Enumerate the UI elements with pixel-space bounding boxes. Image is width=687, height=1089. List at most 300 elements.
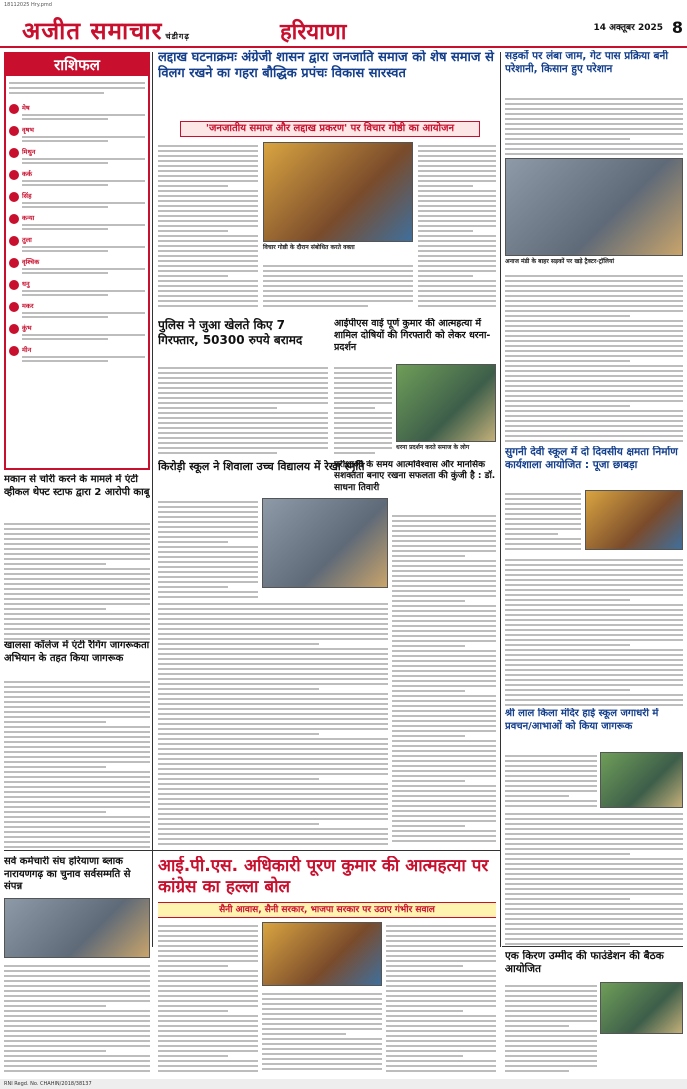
body-text-line [158, 688, 319, 690]
body-text-line [505, 838, 683, 840]
body-text-line [505, 659, 683, 661]
sign-name: मीन [22, 346, 32, 354]
body-text-line [505, 995, 597, 997]
body-text-line [392, 670, 496, 672]
body-text-line [392, 715, 496, 717]
body-text-line [158, 663, 388, 665]
body-text-line [505, 548, 581, 550]
body-text-line [4, 990, 150, 992]
body-text-line [505, 579, 683, 581]
body-text-line [158, 155, 258, 157]
sign-name: मिथुन [22, 148, 36, 156]
body-text-line [392, 800, 496, 802]
body-text-line [334, 372, 392, 374]
body-text-line [4, 980, 150, 982]
body-text-line [4, 1055, 150, 1057]
body-text-line [158, 526, 258, 528]
body-text-line [158, 623, 388, 625]
body-text-line [505, 689, 630, 691]
body-text-line [505, 903, 683, 905]
seminar-photo [263, 142, 413, 242]
body-text-line [4, 523, 150, 525]
body-text-line [418, 230, 473, 232]
body-text-line [4, 1000, 150, 1002]
body-text-line [4, 726, 150, 728]
protest-photo [396, 364, 496, 442]
body-text-line [386, 1050, 496, 1052]
body-text-line [158, 693, 388, 695]
body-text-line [392, 640, 496, 642]
body-text-line [158, 743, 388, 745]
body-text-line [4, 736, 150, 738]
body-text-line [392, 835, 496, 837]
body-text-line [505, 684, 683, 686]
body-text-line [158, 813, 388, 815]
body-text-line [4, 686, 150, 688]
body-text-line [158, 215, 258, 217]
body-text-line [4, 826, 150, 828]
body-text-line [4, 791, 150, 793]
body-text-line [418, 250, 496, 252]
body-text-line [392, 655, 496, 657]
body-text-line [392, 825, 465, 827]
body-text-line [392, 735, 465, 737]
congress-story [158, 856, 496, 900]
body-text-line [392, 565, 496, 567]
body-text-line [386, 925, 496, 927]
body-text-line [418, 145, 496, 147]
body-text-line [4, 538, 150, 540]
body-text-line [505, 1005, 597, 1007]
body-text-line [4, 701, 150, 703]
body-text-line [4, 801, 150, 803]
body-text-line [505, 785, 597, 787]
body-text-line [4, 598, 150, 600]
body-text-line [4, 583, 150, 585]
body-text-line [392, 620, 496, 622]
body-text-line [505, 138, 630, 140]
body-text-line [158, 586, 228, 588]
body-text-line [158, 618, 388, 620]
body-text-line [158, 1025, 258, 1027]
body-text-line [158, 1055, 228, 1057]
body-text-line [158, 367, 328, 369]
body-text-line [262, 993, 382, 995]
body-text-line [158, 270, 258, 272]
body-text-line [4, 716, 150, 718]
body-text-line [158, 145, 258, 147]
sign-name: कुंभ [22, 324, 32, 332]
body-text-line [505, 694, 683, 696]
body-text-line [505, 335, 683, 337]
body-text-line [158, 447, 328, 449]
body-text-line [392, 625, 496, 627]
body-text-line [392, 600, 465, 602]
body-text-line [505, 800, 597, 802]
footer-strip: RNI Regd. No. CHAHIN/2018/38137 [0, 1079, 687, 1089]
body-text-line [505, 440, 683, 442]
body-text-line [505, 148, 683, 150]
body-text-line [4, 1045, 150, 1047]
body-text-line [505, 538, 581, 540]
zodiac-icon [9, 302, 19, 312]
body-text-line [158, 160, 258, 162]
body-text-line [386, 965, 463, 967]
body-text-line [386, 960, 496, 962]
body-text-line [386, 955, 496, 957]
body-text-line [392, 525, 496, 527]
body-text-line [505, 853, 630, 855]
body-text-line [418, 160, 496, 162]
body-text-line [158, 628, 388, 630]
school-headline: सुगनी देवी स्कूल में दो दिवसीय क्षमता निर्माण कार्यशाला आयोजित : पूजा छाबड़ा [505, 446, 678, 472]
body-text-line [4, 633, 150, 635]
body-text-line [4, 681, 150, 683]
body-text-line [158, 245, 258, 247]
body-text-line [505, 513, 581, 515]
body-text-line [158, 1035, 258, 1037]
body-text-line [4, 558, 150, 560]
body-text-line [392, 555, 465, 557]
body-text-line [505, 390, 683, 392]
body-text-line [392, 675, 496, 677]
body-text-line [158, 576, 258, 578]
body-text-line [158, 285, 258, 287]
body-text-line [158, 195, 258, 197]
body-text-line [505, 300, 683, 302]
body-text-line [262, 1003, 382, 1005]
sign-name: कन्या [22, 214, 35, 222]
body-text-line [392, 645, 465, 647]
body-text-line [386, 1060, 496, 1062]
body-text-line [505, 360, 630, 362]
body-text-line [505, 315, 630, 317]
body-text-line [262, 1043, 382, 1045]
body-text-line [158, 397, 328, 399]
body-text-line [158, 798, 388, 800]
body-text-line [505, 933, 683, 935]
body-text-line [158, 180, 258, 182]
rashifal-sign [9, 103, 145, 122]
body-text-line [392, 710, 496, 712]
body-text-line [392, 550, 496, 552]
body-text-line [334, 437, 392, 439]
body-text-line [418, 210, 496, 212]
body-text-line [505, 669, 683, 671]
body-text-line [418, 215, 496, 217]
body-text-line [505, 123, 683, 125]
body-text-line [392, 605, 496, 607]
body-text-line [392, 700, 496, 702]
body-text-line [158, 940, 258, 942]
body-text-line [386, 1045, 496, 1047]
body-text-line [505, 918, 683, 920]
body-text-line [392, 545, 496, 547]
body-text-line [392, 795, 496, 797]
body-text-line [505, 795, 569, 797]
rashifal-sign [9, 345, 145, 364]
body-text-line [4, 1020, 150, 1022]
body-text-line [505, 604, 683, 606]
congress-kicker: सैनी आवास, सैनी सरकार, भाजपा सरकार पर उठाए गंभीर सवाल [158, 902, 496, 918]
body-text-line [505, 649, 683, 651]
body-text-line [392, 785, 496, 787]
body-text-line [505, 913, 683, 915]
body-text-line [505, 704, 683, 706]
body-text-line [418, 195, 496, 197]
body-text-line [392, 590, 496, 592]
body-text-line [505, 355, 683, 357]
body-text-line [158, 452, 277, 454]
body-text-line [334, 397, 392, 399]
body-text-line [505, 1065, 597, 1067]
body-text-line [392, 680, 496, 682]
body-text-line [505, 858, 683, 860]
body-text-line [418, 290, 496, 292]
body-text-line [418, 245, 496, 247]
body-text-line [158, 788, 388, 790]
zodiac-icon [9, 324, 19, 334]
body-text-line [158, 596, 258, 598]
body-text-line [505, 863, 683, 865]
body-text-line [505, 848, 683, 850]
body-text-line [158, 280, 258, 282]
body-text-line [505, 365, 683, 367]
body-text-line [505, 108, 683, 110]
body-text-line [386, 1025, 496, 1027]
body-text-line [158, 235, 258, 237]
ips-headline: आईपीएस वाई पूर्ण कुमार की आत्महत्या में शामिल दोषियों की गिरफ्तारी को लेकर धरना-प्रदर्शन [334, 318, 491, 353]
body-text-line [158, 613, 388, 615]
body-text-line [505, 564, 683, 566]
body-text-line [505, 813, 683, 815]
body-text-line [505, 98, 683, 100]
body-text-line [263, 265, 413, 267]
body-text-line [158, 300, 258, 302]
body-text-line [505, 805, 597, 807]
body-text-line [392, 540, 496, 542]
body-text-line [4, 781, 150, 783]
college-headline: खालसा कॉलेज में एंटी रैगिंग जागरूकता अभियान के तहत किया जागरूक [4, 640, 150, 664]
body-text-line [392, 615, 496, 617]
body-text-line [386, 970, 496, 972]
body-text-line [392, 775, 496, 777]
sign-name: धनु [22, 280, 30, 288]
body-text-line [505, 113, 683, 115]
body-text-line [386, 985, 496, 987]
body-text-line [334, 422, 392, 424]
body-text-line [158, 638, 388, 640]
zodiac-icon [9, 280, 19, 290]
body-text-line [505, 868, 683, 870]
body-text-line [4, 846, 150, 848]
body-text-line [158, 591, 258, 593]
body-text-line [392, 830, 496, 832]
body-text-line [262, 1058, 382, 1060]
body-text-line [505, 290, 683, 292]
body-text-line [158, 748, 388, 750]
body-text-line [505, 350, 683, 352]
body-text-line [392, 720, 496, 722]
body-text-line [4, 691, 150, 693]
body-text-line [158, 833, 388, 835]
body-text-line [158, 382, 328, 384]
body-text-line [158, 793, 388, 795]
body-text-line [262, 1053, 382, 1055]
body-text-line [4, 756, 150, 758]
body-text-line [418, 285, 496, 287]
page-number: 8 [671, 18, 683, 37]
body-text-line [334, 402, 392, 404]
body-text-line [4, 761, 150, 763]
body-text-line [4, 603, 150, 605]
body-text-line [158, 417, 328, 419]
body-text-line [262, 1038, 382, 1040]
body-text-line [158, 990, 258, 992]
exam-story [334, 460, 496, 510]
body-text-line [392, 610, 496, 612]
body-text-line [334, 412, 392, 414]
temple-story [505, 708, 683, 750]
body-text-line [386, 1005, 496, 1007]
zodiac-icon [9, 126, 19, 136]
body-text-line [158, 150, 258, 152]
body-text-line [505, 790, 597, 792]
section-title: हरियाणा [280, 20, 347, 45]
body-text-line [4, 628, 150, 630]
body-text-line [263, 285, 413, 287]
body-text-line [158, 220, 258, 222]
body-text-line [158, 556, 258, 558]
body-text-line [158, 955, 258, 957]
body-text-line [392, 595, 496, 597]
body-text-line [418, 150, 496, 152]
body-text-line [4, 578, 150, 580]
body-text-line [4, 766, 106, 768]
body-text-line [392, 520, 496, 522]
body-text-line [4, 1030, 150, 1032]
sign-name: वृषभ [22, 126, 34, 134]
body-text-line [505, 275, 683, 277]
rashifal-title: राशिफल [6, 54, 148, 76]
rashifal-sign [9, 301, 145, 320]
body-text-line [386, 945, 496, 947]
body-text-line [158, 945, 258, 947]
temple-headline: श्री लाल किला मंदिर हाई स्कूल जगाधरी में प्रवचन/आभाओं को किया जागरूक [505, 708, 659, 732]
body-text-line [158, 581, 258, 583]
body-text-line [158, 773, 388, 775]
body-text-line [418, 185, 473, 187]
body-text-line [158, 975, 258, 977]
body-text-line [263, 290, 413, 292]
body-text-line [158, 643, 319, 645]
body-text-line [158, 546, 258, 548]
body-text-line [418, 190, 496, 192]
body-text-line [505, 594, 683, 596]
body-text-line [505, 1010, 597, 1012]
body-text-line [158, 778, 319, 780]
lead-kicker: 'जनजातीय समाज और लद्दाख प्रकरण' पर विचार गोष्ठी का आयोजन [180, 121, 480, 137]
body-text-line [262, 998, 382, 1000]
body-text-line [158, 723, 388, 725]
body-text-line [158, 402, 328, 404]
body-text-line [386, 950, 496, 952]
body-text-line [158, 803, 388, 805]
body-text-line [392, 530, 496, 532]
body-text-line [505, 990, 597, 992]
body-text-line [158, 713, 388, 715]
body-text-line [158, 925, 258, 927]
body-text-line [505, 569, 683, 571]
body-text-line [418, 235, 496, 237]
body-text-line [505, 1000, 597, 1002]
body-text-line [4, 1015, 150, 1017]
body-text-line [505, 153, 683, 155]
body-text-line [505, 498, 581, 500]
body-text-line [4, 1025, 150, 1027]
body-text-line [4, 786, 150, 788]
body-text-line [4, 613, 150, 615]
body-text-line [158, 295, 258, 297]
body-text-line [4, 1060, 150, 1062]
body-text-line [392, 840, 496, 842]
body-text-line [392, 805, 496, 807]
body-text-line [158, 728, 388, 730]
zodiac-icon [9, 192, 19, 202]
sign-name: कर्क [22, 170, 32, 178]
union-story [4, 856, 150, 896]
body-text-line [158, 275, 228, 277]
seminar-caption: विचार गोष्ठी के दौरान संबोधित करते वक्ता [263, 244, 355, 251]
body-text-line [386, 1070, 496, 1072]
body-text-line [158, 170, 258, 172]
body-text-line [262, 1018, 382, 1020]
body-text-line [4, 588, 150, 590]
body-text-line [392, 730, 496, 732]
rashifal-sign [9, 257, 145, 276]
body-text-line [392, 635, 496, 637]
body-text-line [262, 1008, 382, 1010]
body-text-line [505, 415, 683, 417]
body-text-line [158, 511, 258, 513]
body-text-line [4, 1010, 150, 1012]
body-text-line [4, 553, 150, 555]
body-text-line [505, 280, 683, 282]
exam-headline: परीक्षाओं के समय आत्मविश्वास और मानसिक सशक्तता बनाए रखना सफलता की कुंजी है : डॉ. साधना तिवारी [334, 460, 496, 493]
body-text-line [4, 548, 150, 550]
body-text-line [505, 833, 683, 835]
body-text-line [386, 990, 496, 992]
body-text-line [392, 535, 496, 537]
body-text-line [263, 305, 368, 307]
body-text-line [392, 650, 496, 652]
body-text-line [505, 823, 683, 825]
body-text-line [158, 250, 258, 252]
body-text-line [505, 873, 683, 875]
body-text-line [505, 518, 581, 520]
body-text-line [4, 1065, 150, 1067]
masthead [0, 12, 687, 48]
body-text-line [392, 790, 496, 792]
body-text-line [505, 609, 683, 611]
body-text-line [158, 210, 258, 212]
body-text-line [4, 841, 150, 843]
body-text-line [4, 746, 150, 748]
body-text-line [392, 515, 496, 517]
body-text-line [158, 995, 258, 997]
body-text-line [158, 823, 319, 825]
body-text-line [505, 755, 597, 757]
